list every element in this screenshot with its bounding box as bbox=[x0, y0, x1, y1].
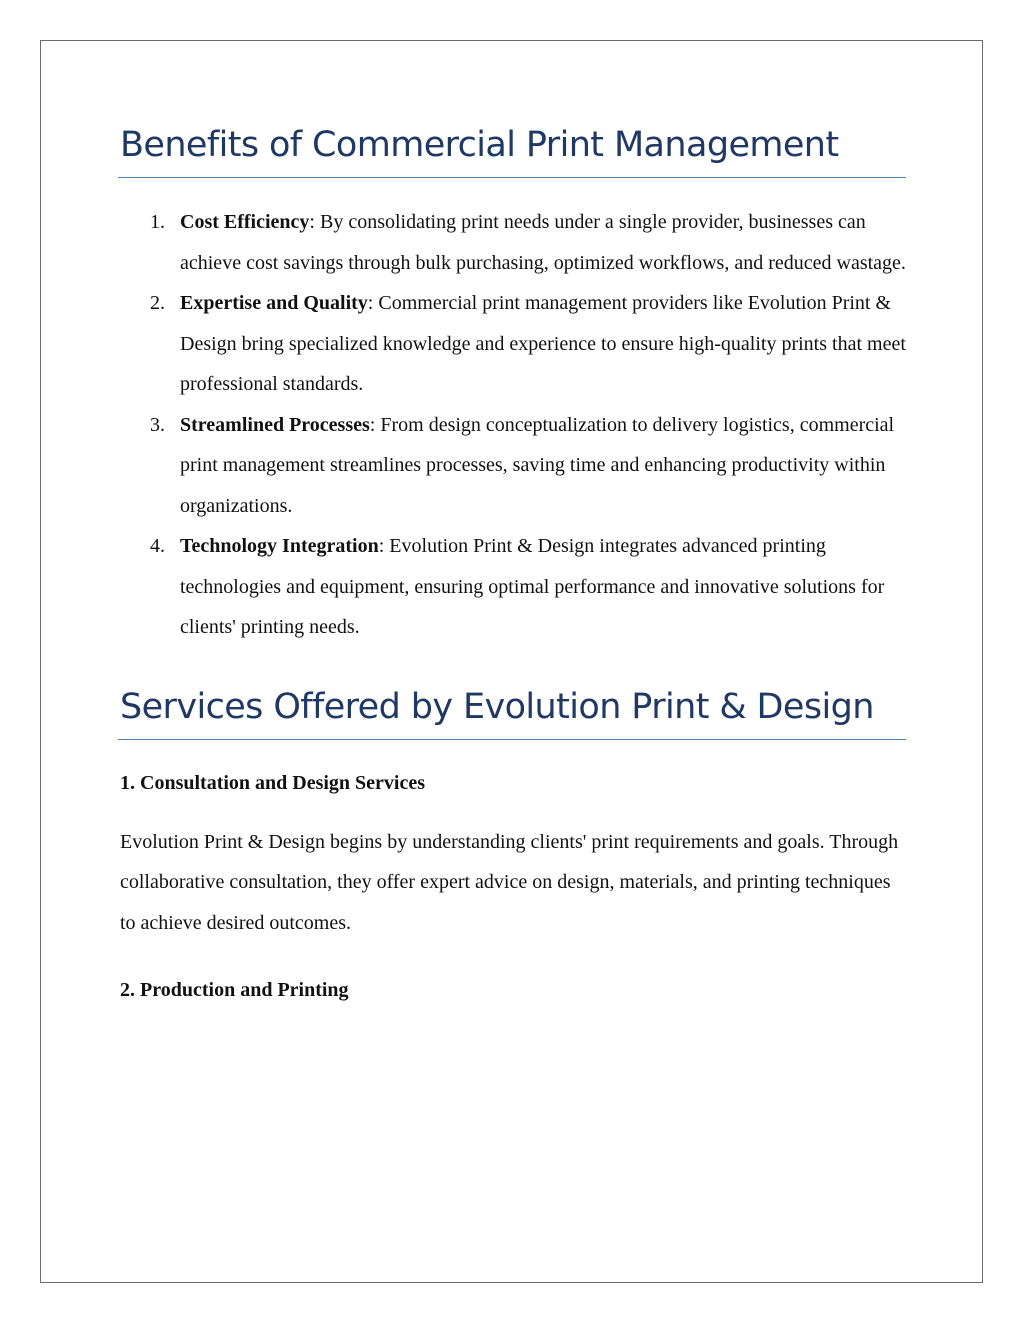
benefits-heading: Benefits of Commercial Print Management bbox=[120, 125, 839, 165]
list-number: 4. bbox=[150, 535, 165, 557]
list-item bbox=[120, 283, 906, 405]
benefits-list bbox=[120, 202, 906, 648]
services-heading: Services Offered by Evolution Print & Design bbox=[120, 686, 874, 727]
subheading-consultation: 1. Consultation and Design Services bbox=[120, 771, 426, 794]
document-body bbox=[120, 120, 906, 1005]
benefit-term: Streamlined Processes bbox=[180, 413, 370, 436]
list-number: 1. bbox=[150, 211, 165, 233]
list-number: 3. bbox=[150, 413, 165, 436]
paragraph-consultation: Evolution Print & Design begins by understanding clients' print requirements and goals. Through collaborative consultation, they offer expert advice on design, materials, and printing techniques to achieve desired outcomes. bbox=[120, 830, 899, 934]
list-item bbox=[120, 405, 906, 527]
benefit-separator: : bbox=[369, 413, 376, 436]
benefit-term: Technology Integration bbox=[180, 535, 379, 557]
benefit-term: Expertise and Quality bbox=[180, 292, 368, 314]
benefit-separator: : bbox=[367, 292, 374, 314]
heading-rule bbox=[118, 739, 906, 740]
benefit-text: Commercial print management providers like Evolution Print & Design bring specialized knowledge and experience to ensure high-quality prints that meet professional standards. bbox=[180, 292, 906, 395]
subheading-production: 2. Production and Printing bbox=[120, 979, 349, 1001]
benefit-separator: : bbox=[378, 535, 385, 557]
list-item bbox=[120, 526, 906, 648]
list-number: 2. bbox=[150, 292, 165, 314]
benefit-text: From design conceptualization to delivery logistics, commercial print management streamlines processes, saving time and enhancing productivity within organizations. bbox=[180, 413, 895, 517]
benefit-text: Evolution Print & Design integrates advanced printing technologies and equipment, ensuring optimal performance and innovative solutions for clients' printing needs. bbox=[180, 535, 885, 638]
benefit-separator: : bbox=[309, 211, 315, 233]
list-item bbox=[120, 202, 906, 283]
benefit-text: By consolidating print needs under a single provider, businesses can achieve cost savings through bulk purchasing, optimized workflows, and reduced wastage. bbox=[180, 211, 906, 274]
benefit-term: Cost Efficiency bbox=[180, 211, 310, 233]
heading-rule bbox=[118, 177, 906, 178]
